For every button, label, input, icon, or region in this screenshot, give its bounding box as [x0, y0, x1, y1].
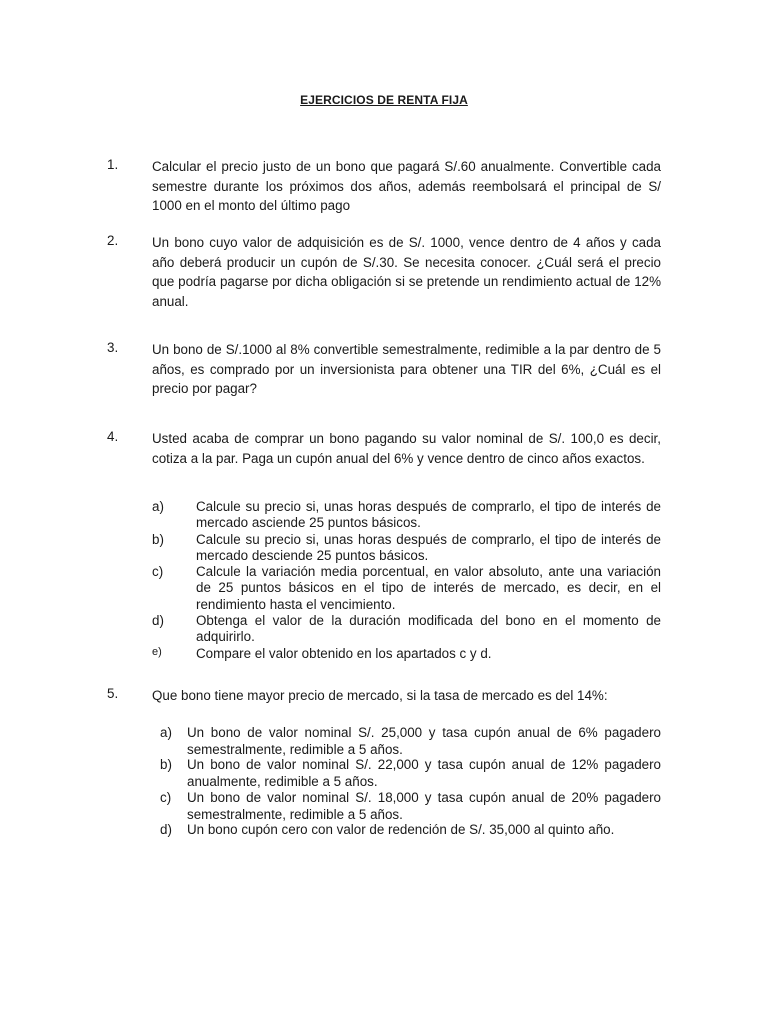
item-label: e): [152, 646, 162, 658]
exercise-number: 2.: [107, 233, 119, 248]
item-text: Un bono de valor nominal S/. 18,000 y tasa cupón anual de 20% pagadero semestralmente, redimible a 5 años.: [187, 790, 661, 822]
item-text: Obtenga el valor de la duración modificada del bono en el momento de adquirirlo.: [196, 613, 661, 645]
item-label: c): [160, 790, 172, 805]
exercise-text: Usted acaba de comprar un bono pagando su valor nominal de S/. 100,0 es decir, cotiza a la par. Paga un cupón anual del 6% y vence dentro de cinco años exactos.: [152, 431, 661, 466]
exercise-text: Un bono de S/.1000 al 8% convertible semestralmente, redimible a la par dentro de 5 años, es comprado por un inversionista para obtener una TIR del 6%, ¿Cuál es el precio por pagar?: [152, 342, 661, 396]
exercise-number: 5.: [107, 686, 119, 701]
exercise-number: 1.: [107, 157, 119, 172]
item-label: a): [152, 499, 164, 514]
exercise-number: 3.: [107, 340, 119, 355]
item-text: Un bono cupón cero con valor de redención de S/. 35,000 al quinto año.: [187, 822, 615, 837]
exercise-text: Un bono cuyo valor de adquisición es de S/. 1000, vence dentro de 4 años y cada año deberá producir un cupón de S/.30. Se necesita conocer. ¿Cuál será el precio que podría pagarse por dicha obligación si se pretende un rendimiento actual de 12% anual.: [152, 235, 661, 309]
exercise-text: Calcular el precio justo de un bono que pagará S/.60 anualmente. Convertible cada semestre durante los próximos dos años, además reembolsará el principal de S/ 1000 en el monto del último pago: [152, 159, 661, 213]
item-text: Un bono de valor nominal S/. 22,000 y tasa cupón anual de 12% pagadero anualmente, redimible a 5 años.: [187, 757, 661, 789]
item-text: Calcule su precio si, unas horas después de comprarlo, el tipo de interés de mercado asciende 25 puntos básicos.: [196, 499, 661, 531]
item-text: Calcule la variación media porcentual, en valor absoluto, ante una variación de 25 puntos básicos en el tipo de interés de mercado, es decir, en el rendimiento hasta el vencimiento.: [196, 564, 661, 612]
document-title: EJERCICIOS DE RENTA FIJA: [300, 93, 468, 107]
item-label: d): [152, 613, 164, 628]
item-label: c): [152, 564, 164, 579]
item-text: Un bono de valor nominal S/. 25,000 y tasa cupón anual de 6% pagadero semestralmente, redimible a 5 años.: [187, 725, 661, 757]
item-text: Calcule su precio si, unas horas después de comprarlo, el tipo de interés de mercado desciende 25 puntos básicos.: [196, 532, 661, 564]
exercise-text: Que bono tiene mayor precio de mercado, si la tasa de mercado es del 14%:: [152, 688, 608, 703]
item-label: d): [160, 822, 172, 837]
exercise-number: 4.: [107, 429, 119, 444]
item-text: Compare el valor obtenido en los apartados c y d.: [196, 646, 492, 661]
item-label: b): [152, 532, 164, 547]
item-label: a): [160, 725, 172, 740]
item-label: b): [160, 757, 172, 772]
